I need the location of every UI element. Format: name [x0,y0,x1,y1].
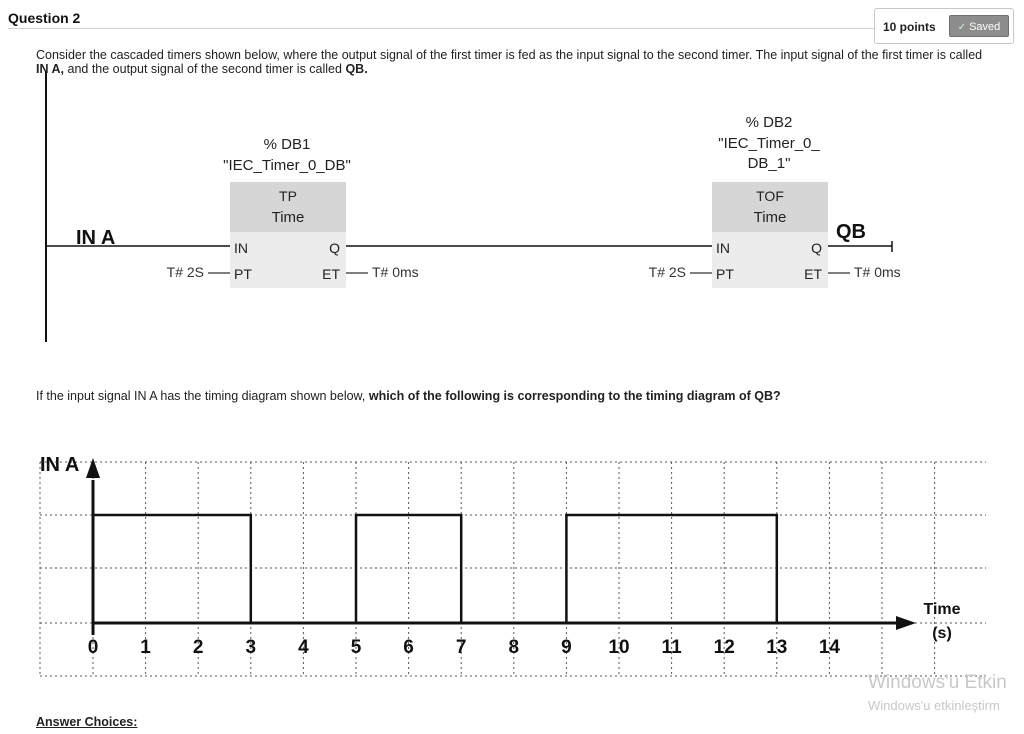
x-tick-label: 8 [508,637,520,658]
timer1-subtype: Time [271,209,305,226]
timer2-subtype: Time [753,209,787,226]
answer-choices-label: Answer Choices: [36,715,138,729]
timer2-type: TOF [756,188,784,204]
x-tick-label: 11 [661,637,682,658]
points-label: 10 points [883,20,936,34]
signal-trace [93,515,777,623]
timer2-db: % DB2 [745,114,793,131]
x-tick-label: 12 [713,637,735,658]
prompt-text-part1: If the input signal IN A has the timing diagram shown below, [36,389,369,403]
timer2-pin-pt: PT [716,266,734,282]
x-tick-label: 14 [818,637,840,658]
y-axis-arrow [86,458,100,478]
timer1-et-value: T# 0ms [372,264,419,280]
signal-in-name: IN A, [36,62,65,76]
x-tick-label: 13 [766,637,788,658]
x-tick-label: 9 [561,637,572,658]
timing-diagram [0,440,1024,685]
x-tick-label: 7 [455,637,467,658]
timer-block-2 [649,114,901,288]
x-axis-label-line2: (s) [932,625,952,642]
x-tick-label: 2 [192,637,204,658]
input-signal-label: IN A [76,227,116,249]
x-tick-label: 5 [350,637,362,658]
timer1-name: "IEC_Timer_0_DB" [223,157,351,174]
question-title: Question 2 [8,10,81,26]
prompt-text-bold: which of the following is corresponding to the timing diagram of QB? [368,389,781,403]
y-axis-label: IN A [40,454,80,476]
timer2-name-line2: DB_1" [747,155,791,172]
x-tick-label: 1 [140,637,151,658]
timer-block-1 [167,136,419,288]
timer2-pin-in: IN [716,240,730,256]
output-signal-label: QB [836,221,866,243]
x-tick-label: 10 [608,637,630,658]
activation-watermark-subtitle: Windows'u etkinleştirm [868,698,1000,713]
timer1-db: % DB1 [263,136,311,153]
activation-watermark-title: Windows'u Etkin [868,672,1007,693]
timer2-et-value: T# 0ms [854,264,901,280]
prompt-text [36,389,996,403]
check-icon: ✓ [957,22,967,33]
x-axis-label-line1: Time [923,601,961,618]
timer1-type: TP [279,188,297,204]
timer2-name-line1: "IEC_Timer_0_ [718,135,820,152]
question-text-part1: Consider the cascaded timers shown below, where the output signal of the first timer is fed as the input signal to the second timer. The input signal of the first timer is called [36,48,983,62]
timer2-pt-value: T# 2S [648,264,686,280]
timer1-pt-value: T# 2S [166,264,204,280]
x-tick-labels [88,637,841,658]
x-tick-label: 6 [403,637,414,658]
x-tick-label: 4 [298,637,309,658]
question-text-part2: and the output signal of the second timer is called [64,62,346,76]
saved-label: Saved [969,21,1001,33]
timer1-pin-pt: PT [234,266,252,282]
timer2-pin-et: ET [804,266,822,282]
x-tick-label: 0 [87,637,99,658]
x-axis-arrow [896,616,916,630]
timer1-pin-in: IN [234,240,248,256]
signal-out-name: QB. [345,62,368,76]
timer1-pin-et: ET [322,266,340,282]
timer2-pin-q: Q [811,240,822,256]
timer1-pin-q: Q [329,240,340,256]
x-tick-label: 3 [245,637,257,658]
